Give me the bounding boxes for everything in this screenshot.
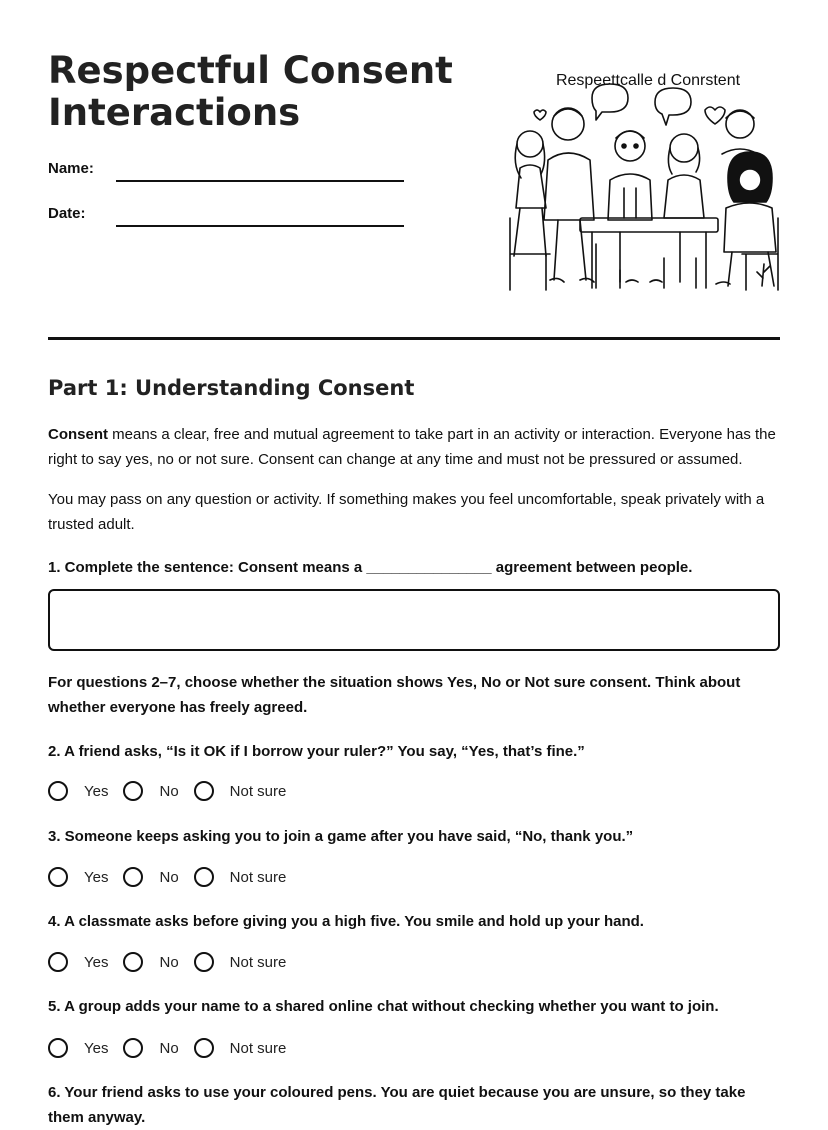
question-5: 5. A group adds your name to a shared online chat without checking whether you want to join.: [48, 998, 719, 1015]
question-1-answer-box[interactable]: [48, 589, 780, 651]
option-no-label: No: [159, 782, 179, 800]
radio-not-sure[interactable]: [194, 952, 214, 972]
question-6: 6. Your friend asks to use your coloured pens. You are quiet because you are unsure, so they take them anyway.: [48, 1084, 746, 1126]
option-not-sure[interactable]: [194, 867, 287, 887]
radio-yes[interactable]: [48, 781, 68, 801]
question-2: 2. A friend asks, “Is it OK if I borrow your ruler?” You say, “Yes, that’s fine.”: [48, 743, 585, 760]
question-4-options: [48, 949, 301, 975]
date-field[interactable]: [116, 225, 404, 227]
radio-not-sure[interactable]: [194, 1038, 214, 1058]
question-2-options: [48, 778, 301, 804]
name-label: Name:: [48, 160, 94, 177]
option-yes-label: Yes: [84, 1039, 109, 1057]
option-no-label: No: [159, 953, 179, 971]
option-not-sure[interactable]: [194, 781, 287, 801]
radio-no[interactable]: [123, 781, 143, 801]
option-not-sure[interactable]: [194, 1038, 287, 1058]
option-no[interactable]: [123, 781, 178, 801]
option-yes[interactable]: [48, 781, 108, 801]
part1-heading: Part 1: Understanding Consent: [48, 376, 415, 400]
option-no[interactable]: [123, 952, 178, 972]
radio-yes[interactable]: [48, 952, 68, 972]
option-yes-label: Yes: [84, 782, 109, 800]
radio-no[interactable]: [123, 1038, 143, 1058]
option-not-sure-label: Not sure: [229, 782, 287, 800]
option-yes-label: Yes: [84, 868, 109, 886]
pass-note: You may pass on any question or activity. If something makes you feel uncomfortable, speak privately with a trusted adult.: [48, 491, 765, 533]
question-3: 3. Someone keeps asking you to join a game after you have said, “No, thank you.”: [48, 828, 634, 845]
option-not-sure-label: Not sure: [229, 868, 287, 886]
option-yes[interactable]: [48, 867, 108, 887]
radio-yes[interactable]: [48, 867, 68, 887]
option-not-sure[interactable]: [194, 952, 287, 972]
title-line-1: Respectful Consent: [48, 49, 453, 92]
instructions: For questions 2–7, choose whether the situation shows Yes, No or Not sure consent. Think about whether everyone has freely agreed.: [48, 674, 741, 716]
illustration-caption: Respeettcalle d Conrstent: [555, 72, 741, 89]
consent-term: Consent: [48, 426, 108, 443]
radio-no[interactable]: [123, 867, 143, 887]
option-no[interactable]: [123, 867, 178, 887]
option-not-sure-label: Not sure: [229, 1039, 287, 1057]
radio-yes[interactable]: [48, 1038, 68, 1058]
header-divider: [48, 337, 780, 340]
radio-not-sure[interactable]: [194, 867, 214, 887]
option-no-label: No: [159, 868, 179, 886]
option-yes[interactable]: [48, 1038, 108, 1058]
date-label: Date:: [48, 205, 86, 222]
worksheet-title: [48, 50, 468, 134]
question-1: 1. Complete the sentence: Consent means a _______________ agreement between people.: [48, 559, 693, 576]
consent-definition-text: means a clear, free and mutual agreement to take part in an activity or interaction. Everyone has the right to say yes, no or not sure. Consent can change at any time and must not be pressured or assumed.: [48, 426, 776, 468]
radio-not-sure[interactable]: [194, 781, 214, 801]
option-yes-label: Yes: [84, 953, 109, 971]
question-3-options: [48, 864, 301, 890]
group-illustration: [500, 68, 790, 294]
option-not-sure-label: Not sure: [229, 953, 287, 971]
consent-definition: [48, 422, 788, 472]
title-line-2: Interactions: [48, 91, 301, 134]
radio-no[interactable]: [123, 952, 143, 972]
option-no[interactable]: [123, 1038, 178, 1058]
question-5-options: [48, 1035, 301, 1061]
option-no-label: No: [159, 1039, 179, 1057]
name-field[interactable]: [116, 180, 404, 182]
option-yes[interactable]: [48, 952, 108, 972]
question-4: 4. A classmate asks before giving you a high five. You smile and hold up your hand.: [48, 913, 644, 930]
